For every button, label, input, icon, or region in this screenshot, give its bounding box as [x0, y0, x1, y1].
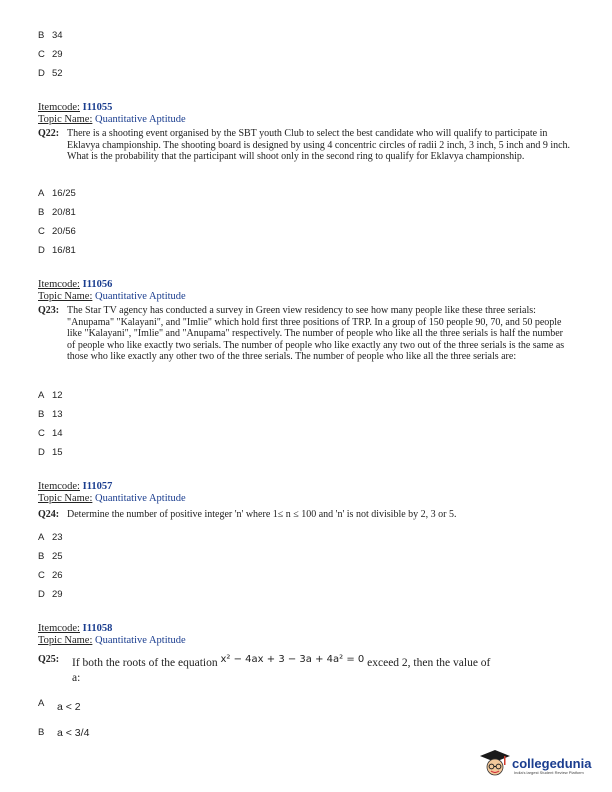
itemcode-line: [38, 623, 112, 635]
itemcode-value: I11055: [82, 102, 113, 113]
option: [38, 570, 63, 581]
question-text: Determine the number of positive integer 'n' where 1≤ n ≤ 100 and 'n' is not divisible by 2, 3 or 5.: [67, 509, 457, 520]
option-value: 23: [52, 532, 63, 543]
topic-label: Topic Name:: [38, 291, 93, 302]
option: [38, 390, 63, 401]
itemcode-line: [38, 102, 112, 114]
option-value: a < 3/4: [57, 727, 90, 739]
option: [38, 49, 63, 60]
question-block: [38, 652, 572, 686]
option-value: 29: [52, 589, 63, 600]
itemcode-value: I11057: [82, 481, 113, 492]
option-value: 52: [52, 68, 63, 79]
topic-label: Topic Name:: [38, 493, 93, 504]
topic-value: Quantitative Aptitude: [95, 114, 186, 125]
logo-tagline: India's largest Student Review Platform: [514, 770, 584, 775]
option-letter: C: [38, 428, 45, 439]
itemcode-line: [38, 279, 112, 291]
option-value: 16/25: [52, 188, 76, 199]
option: [38, 447, 63, 458]
itemcode-label: Itemcode:: [38, 481, 80, 492]
option-letter: C: [38, 570, 45, 581]
question-text: [38, 652, 572, 686]
question-text: The Star TV agency has conducted a survey in Green view residency to see how many people like these three serials: "Anupama" "Kalayani", and "Imlie" which hold first three positions of TRP. In a group of 150 people 90, 70, and 50 people like "Kalayani", "Imlie" and "Anupama" respectively. The number of people who like all the three serials is half the number of people who like exactly two serials. The number of people who like exactly any two out of the three serials is the same as those who like exactly any other two of the three serials. The number of people who like all the three serials are:: [67, 305, 565, 362]
topic-line: [38, 493, 186, 505]
itemcode-value: I11056: [82, 279, 113, 290]
option: [38, 68, 63, 79]
logo-name: collegedunia: [512, 755, 592, 771]
option: [38, 589, 63, 600]
option-letter: A: [38, 698, 45, 709]
option-letter: A: [38, 532, 45, 543]
option: [38, 727, 89, 739]
option-value: 26: [52, 570, 63, 581]
option: [38, 698, 81, 713]
itemcode-value: I11058: [82, 623, 113, 634]
topic-label: Topic Name:: [38, 114, 93, 125]
topic-value: Quantitative Aptitude: [95, 493, 186, 504]
option: [38, 532, 63, 543]
question-number: Q24:: [38, 509, 60, 520]
option-letter: D: [38, 245, 45, 256]
itemcode-label: Itemcode:: [38, 102, 80, 113]
topic-value: Quantitative Aptitude: [95, 635, 186, 646]
option-value: 25: [52, 551, 63, 562]
question-number: Q25:: [38, 654, 60, 665]
option-value: 20/56: [52, 226, 76, 237]
question-block: [38, 305, 572, 363]
option: [38, 428, 63, 439]
topic-label: Topic Name:: [38, 635, 93, 646]
option-value: 34: [52, 30, 63, 41]
question-text-before: If both the roots of the equation: [72, 657, 218, 669]
option-value: 16/81: [52, 245, 76, 256]
question-text-after: exceed 2, then the value of: [367, 657, 491, 669]
topic-value: Quantitative Aptitude: [95, 291, 186, 302]
question-number: Q22:: [38, 128, 60, 139]
topic-line: [38, 291, 186, 303]
option: [38, 226, 76, 237]
option: [38, 409, 63, 420]
collegedunia-logo: [478, 748, 591, 778]
option: [38, 188, 76, 199]
itemcode-label: Itemcode:: [38, 623, 80, 634]
option-letter: C: [38, 226, 45, 237]
option-letter: B: [38, 30, 45, 41]
option-letter: B: [38, 409, 45, 420]
option-letter: D: [38, 589, 45, 600]
option: [38, 551, 63, 562]
option-letter: B: [38, 207, 45, 218]
option-value: 20/81: [52, 207, 76, 218]
option-value: 13: [52, 409, 63, 420]
option: [38, 245, 76, 256]
topic-line: [38, 114, 186, 126]
equation: x² − 4ax + 3 − 3a + 4a² = 0: [220, 654, 365, 665]
option-value: 12: [52, 390, 63, 401]
question-block: [38, 509, 572, 521]
option-letter: B: [38, 727, 45, 738]
option-letter: C: [38, 49, 45, 60]
question-text: There is a shooting event organised by the SBT youth Club to select the best candidate who will qualify to participate in Eklavya championship. The shooting board is designed by using 4 concentric circles of radii 2 inch, 3 inch, 5 inch and 9 inch. What is the probability that the participant will shoot only in the second ring to qualify for Eklavya championship.: [67, 128, 571, 162]
graduate-mascot-icon: [478, 748, 512, 778]
option-letter: B: [38, 551, 45, 562]
option-letter: A: [38, 390, 45, 401]
topic-line: [38, 635, 186, 647]
question-text-line2: a:: [72, 672, 81, 684]
option-letter: D: [38, 68, 45, 79]
option: [38, 30, 63, 41]
option: [38, 207, 76, 218]
question-number: Q23:: [38, 305, 60, 316]
itemcode-line: [38, 481, 112, 493]
option-value: 14: [52, 428, 63, 439]
option-value: a < 2: [57, 701, 81, 713]
itemcode-label: Itemcode:: [38, 279, 80, 290]
question-block: [38, 128, 572, 163]
option-letter: D: [38, 447, 45, 458]
option-value: 29: [52, 49, 63, 60]
option-value: 15: [52, 447, 63, 458]
option-letter: A: [38, 188, 45, 199]
